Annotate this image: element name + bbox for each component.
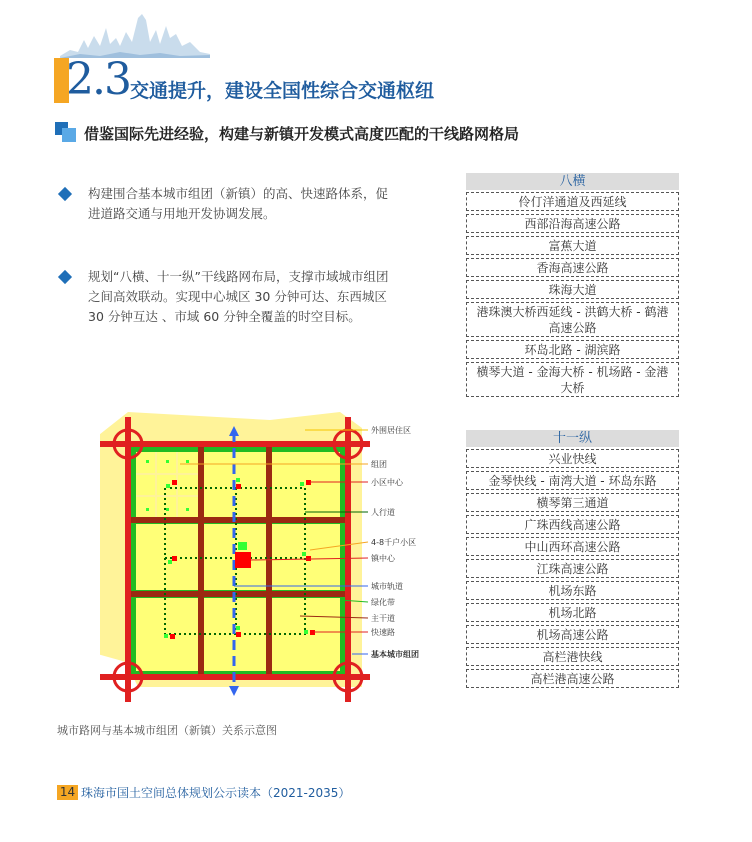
figure-caption: 城市路网与基本城市组团（新镇）关系示意图: [57, 724, 277, 737]
road-item: 机场高速公路: [466, 625, 679, 644]
label-small-district: 4-8千户小区: [371, 538, 417, 547]
town-center-marker: [235, 552, 251, 568]
road-item: 伶仃洋通道及西延线: [466, 192, 679, 211]
road-item: 兴业快线: [466, 449, 679, 468]
list-heading: 十一纵: [466, 430, 679, 447]
road-item: 高栏港高速公路: [466, 669, 679, 688]
town-center-green-marker: [238, 542, 247, 550]
road-item: 机场东路: [466, 581, 679, 600]
page-footer: [57, 784, 350, 801]
label-main-road: 主干道: [371, 614, 395, 623]
section-title: 交通提升，建设全国性综合交通枢纽: [130, 80, 435, 102]
road-item: 江珠高速公路: [466, 559, 679, 578]
bullet-text: 规划“八横、十一纵”干线路网布局，支撑市域城市组团之间高效联动。实现中心城区 30 分钟可达、东西城区 30 分钟互达 、市域 60 分钟全覆盖的时空目标。: [88, 269, 389, 324]
road-item: 港珠澳大桥西延线 - 洪鹤大桥 - 鹤港高速公路: [466, 302, 679, 337]
rail-arrow-down-icon: [229, 686, 239, 696]
road-item: 横琴第三通道: [466, 493, 679, 512]
bullet-paragraph: [58, 184, 393, 224]
label-sidewalk: 人行道: [371, 508, 395, 517]
section-number: 2.3: [66, 54, 130, 105]
road-item: 环岛北路 - 湖滨路: [466, 340, 679, 359]
label-town-center: 镇中心: [371, 554, 395, 563]
subtitle-square-accent-icon: [62, 128, 76, 142]
bullet-paragraph: [58, 267, 393, 327]
road-item: 高栏港快线: [466, 647, 679, 666]
road-item: 珠海大道: [466, 280, 679, 299]
road-item: 金琴快线 - 南湾大道 - 环岛东路: [466, 471, 679, 490]
diamond-bullet-icon: [58, 270, 72, 284]
label-urban-rail: 城市轨道: [371, 582, 403, 591]
list-heading: 八横: [466, 173, 679, 190]
subtitle: 借鉴国际先进经验，构建与新镇开发模式高度匹配的干线路网格局: [84, 125, 520, 143]
label-neighborhood-center: 小区中心: [371, 478, 403, 487]
footer-title: 珠海市国土空间总体规划公示读本（2021-2035）: [81, 786, 351, 800]
road-item: 西部沿海高速公路: [466, 214, 679, 233]
road-network-diagram: [100, 412, 440, 702]
bullet-text: 构建围合基本城市组团（新镇）的高、快速路体系，促进道路交通与用地开发协调发展。: [88, 186, 389, 221]
road-item: 机场北路: [466, 603, 679, 622]
eight-horizontal-list: [466, 173, 679, 400]
label-green-belt: 绿化带: [371, 598, 395, 607]
road-item: 中山西环高速公路: [466, 537, 679, 556]
road-item: 广珠西线高速公路: [466, 515, 679, 534]
road-item: 横琴大道 - 金海大桥 - 机场路 - 金港大桥: [466, 362, 679, 397]
page-number: 14: [57, 785, 78, 800]
label-outer-residential: 外围居住区: [371, 426, 411, 435]
eleven-vertical-list: [466, 430, 679, 691]
label-cluster: 组团: [371, 460, 387, 469]
skyline-illustration: [60, 8, 210, 58]
diamond-bullet-icon: [58, 187, 72, 201]
label-basic-cluster: 基本城市组团: [371, 650, 419, 659]
label-expressway: 快速路: [371, 628, 395, 637]
road-item: 富蕉大道: [466, 236, 679, 255]
road-item: 香海高速公路: [466, 258, 679, 277]
